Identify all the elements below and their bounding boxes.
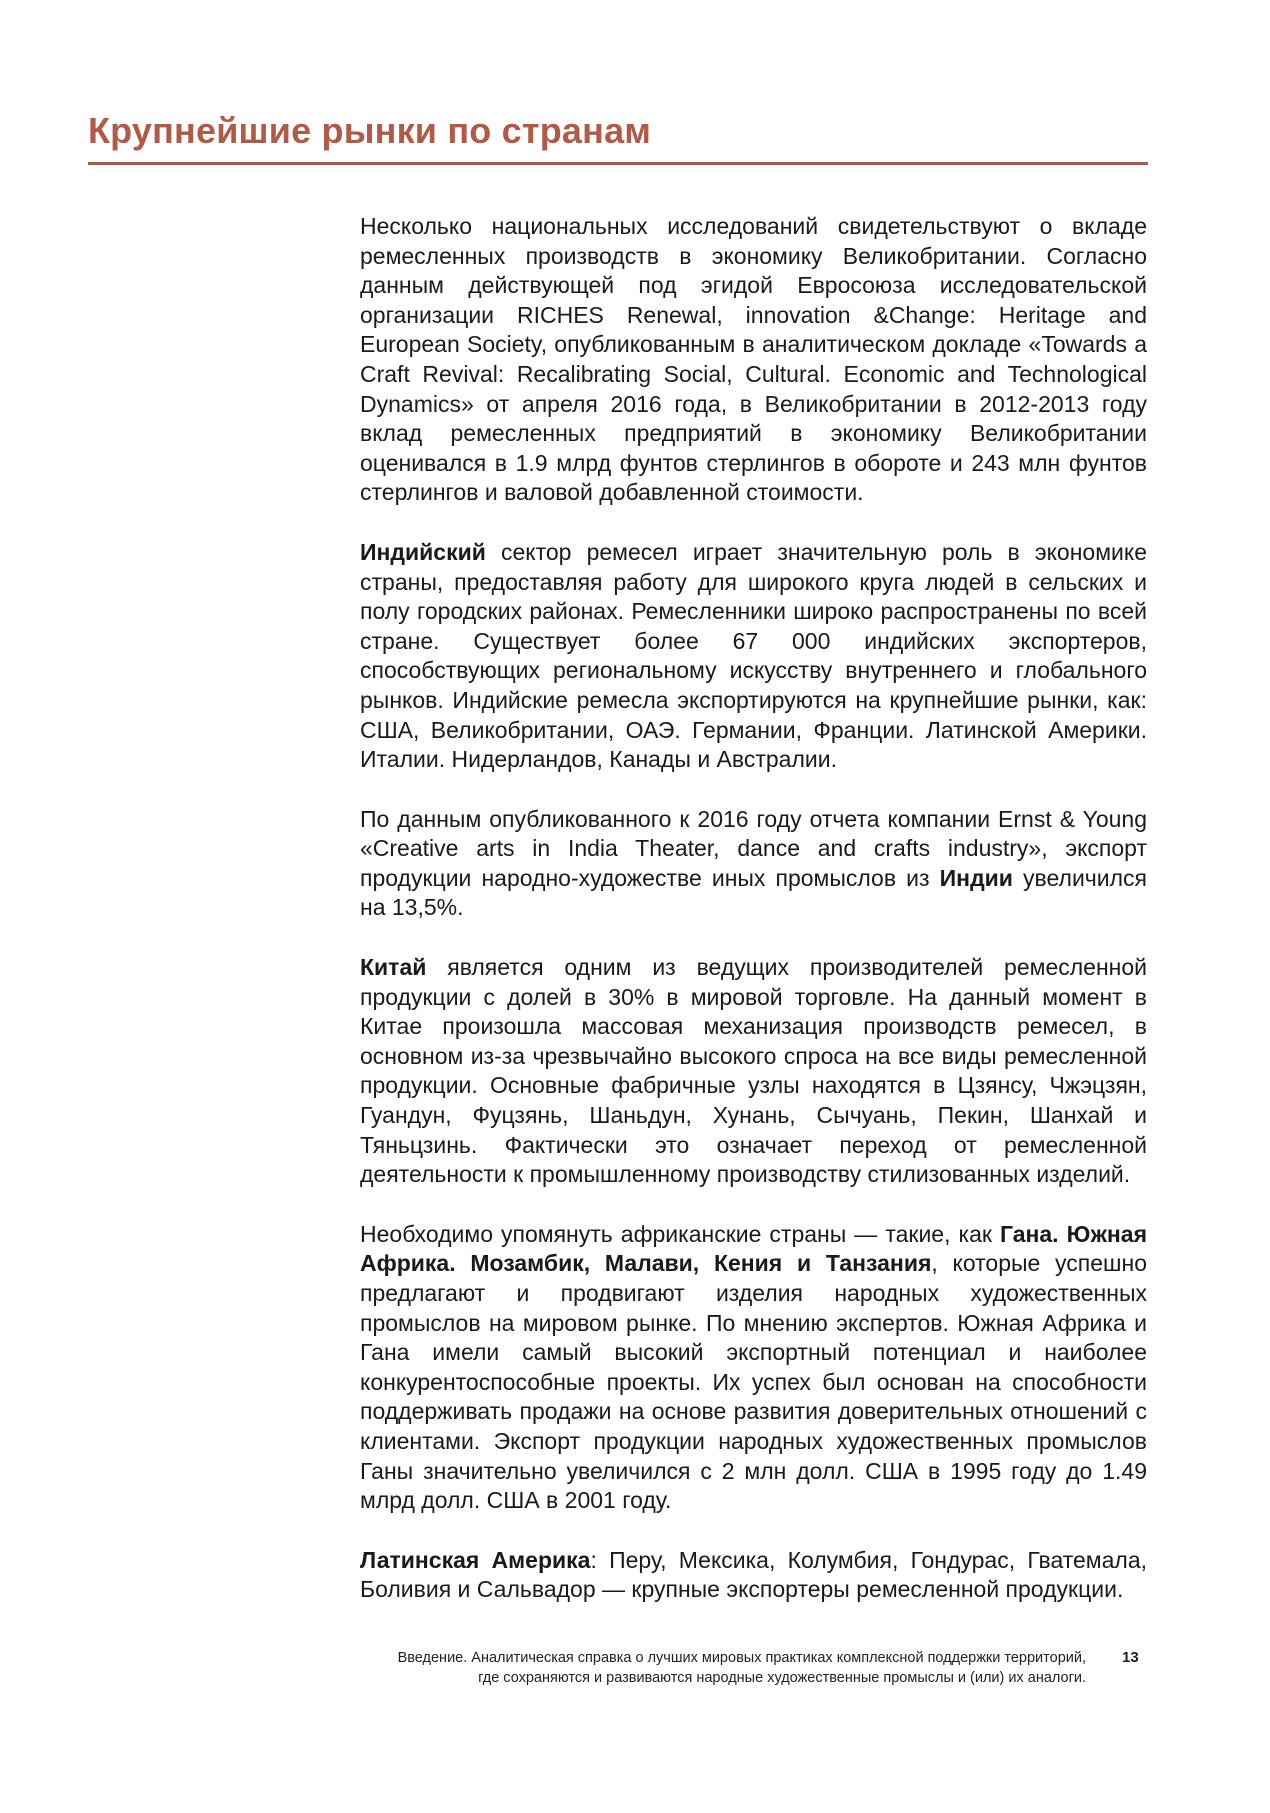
article-body: [360, 212, 1147, 1635]
paragraph-ernst-before: По данным опубликованного к 2016 году отчета компании Ernst & Young «Creative arts in India Theater, dance and crafts industry», экспорт продукции народно-художестве иных промыслов из: [360, 805, 1147, 891]
page-title: Крупнейшие рынки по странам: [88, 110, 652, 151]
page-number: 13: [1122, 1649, 1139, 1666]
paragraph-uk: [360, 212, 1147, 508]
paragraph-africa-after: , которые успешно предлагают и продвигают изделия народных художественных промыслов на мировом рынке. По мнению экспертов. Южная Африка и Гана имели самый высокий экспортный потенциал и наиболее конкурентоспособные проекты. Их успех был основан на способности поддерживать продажи на основе развития доверительных отношений с клиентами. Экспорт продукции народных художественных промыслов Ганы значительно увеличился с 2 млн долл. США в 1995 году до 1.49 млрд долл. США в 2001 году.: [360, 1250, 1147, 1514]
footer-note: [300, 1648, 1086, 1688]
paragraph-uk-text: Несколько национальных исследований свидетельствуют о вкладе ремесленных производств в экономику Великобритании. Согласно данным действующей под эгидой Евросоюза исследовательской организации RICHES Renewal, innovation &Change: Heritage and European Society, опубликованным в аналитическом докладе «Towards a Craft Revival: Recalibrating Social, Cultural. Economic and Technological Dynamics» от апреля 2016 года, в Великобритании в 2012-2013 году вклад ремесленных предприятий в экономику Великобритании оценивался в 1.9 млрд фунтов стерлингов в обороте и 243 млн фунтов стерлингов и валовой добавленной стоимости.: [360, 213, 1147, 506]
paragraph-india: [360, 538, 1147, 775]
paragraph-africa: [360, 1220, 1147, 1516]
title-divider: [88, 162, 1148, 165]
footer-line-1: Введение. Аналитическая справка о лучших мировых практиках комплексной поддержки территорий,: [397, 1650, 1086, 1666]
footer-line-2: где сохраняются и развиваются народные художественные промыслы и (или) их аналоги.: [478, 1670, 1086, 1686]
paragraph-india-text: сектор ремесел играет значительную роль в экономике страны, предоставляя работу для широкого круга людей в сельских и полу городских районах. Ремесленники широко распространены по всей стране. Существует более 67 000 индийских экспортеров, способствующих региональному искусству внутреннего и глобального рынков. Индийские ремесла экспортируются на крупнейшие рынки, как: США, Великобритании, ОАЭ. Германии, Франции. Латинской Америки. Италии. Нидерландов, Канады и Австралии.: [360, 538, 1147, 773]
paragraph-latam-text: : Перу, Мексика, Колумбия, Гондурас, Гватемала, Боливия и Сальвадор — крупные экспортеры ремесленной продукции.: [360, 1546, 1148, 1603]
paragraph-africa-before: Необходимо упомянуть африканские страны — такие, как: [360, 1220, 1000, 1247]
paragraph-china-lead: Китай: [360, 954, 427, 981]
paragraph-ernst-bold: Индии: [939, 864, 1013, 891]
paragraph-ernst-after: увеличился на 13,5%.: [360, 864, 1147, 921]
paragraph-india-lead: Индийский: [360, 538, 486, 565]
paragraph-ernst-young: [360, 805, 1147, 923]
paragraph-africa-bold: Гана. Южная Африка. Мозамбик, Малави, Кения и Танзания: [360, 1220, 1148, 1277]
paragraph-china: [360, 953, 1147, 1190]
paragraph-china-text: является одним из ведущих производителей ремесленной продукции с долей в 30% в мировой торговле. На данный момент в Китае произошла массовая механизация производств ремесел, в основном из-за чрезвычайно высокого спроса на все виды ремесленной продукции. Основные фабричные узлы находятся в Цзянсу, Чжэцзян, Гуандун, Фуцзянь, Шаньдун, Хунань, Сычуань, Пекин, Шанхай и Тяньцзинь. Фактически это означает переход от ремесленной деятельности к промышленному производству стилизованных изделий.: [360, 954, 1147, 1188]
paragraph-latin-america: [360, 1546, 1147, 1605]
paragraph-latam-lead: Латинская Америка: [360, 1546, 591, 1573]
